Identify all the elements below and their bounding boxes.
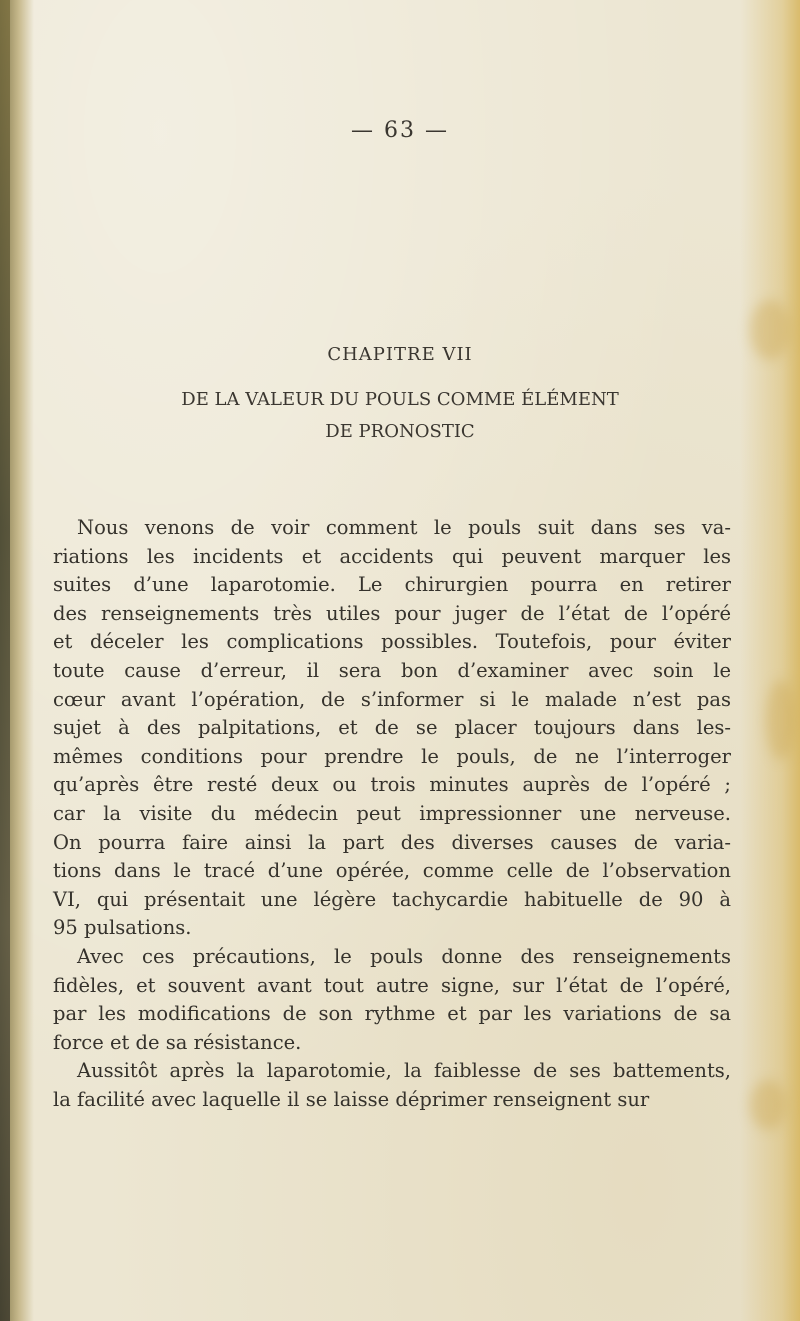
text-line: Nous venons de voir comment le pouls suit dans ses va- xyxy=(77,516,731,539)
chapter-subtitle-line: DE LA VALEUR DU POULS COMME ÉLÉMENT xyxy=(181,389,619,410)
text-line: riations les incidents et accidents qui peuvent marquer les xyxy=(53,544,731,568)
text-line: On pourra faire ainsi la part des diverses causes de varia- xyxy=(53,830,731,854)
chapter-title: CHAPITRE VII xyxy=(327,344,473,365)
text-line: fidèles, et souvent avant tout autre signe, sur l’état de l’opéré, xyxy=(53,973,731,997)
text-line: VI, qui présentait une légère tachycardie habituelle de 90 à xyxy=(53,887,731,911)
text-line: Avec ces précautions, le pouls donne des renseignements xyxy=(77,944,731,968)
text-line: cœur avant l’opération, de s’informer si le malade n’est pas xyxy=(53,687,731,711)
text-line: Aussitôt après la laparotomie, la faiblesse de ses battements, xyxy=(77,1059,731,1083)
body-text xyxy=(53,514,731,1114)
paper-stain xyxy=(766,680,796,760)
paper-stain xyxy=(750,1080,786,1130)
text-line: 95 pulsations. xyxy=(53,916,192,940)
text-line: des renseignements très utiles pour juger de l’état de l’opéré xyxy=(53,601,731,625)
chapter-subtitle-line: DE PRONOSTIC xyxy=(325,421,475,442)
binding-shadow xyxy=(0,0,10,1321)
text-line: qu’après être resté deux ou trois minutes auprès de l’opéré ; xyxy=(53,773,731,797)
text-line: la facilité avec laquelle il se laisse déprimer renseignent sur xyxy=(53,1087,650,1111)
text-line: force et de sa résistance. xyxy=(53,1030,302,1054)
text-line: tions dans le tracé d’une opérée, comme celle de l’observation xyxy=(53,859,731,883)
text-line: et déceler les complications possibles. Toutefois, pour éviter xyxy=(53,630,731,654)
text-line: sujet à des palpitations, et de se placer toujours dans les- xyxy=(53,716,731,740)
text-line: car la visite du médecin peut impressionner une nerveuse. xyxy=(53,801,731,825)
text-line: mêmes conditions pour prendre le pouls, de ne l’interroger xyxy=(53,744,731,768)
text-line: par les modifications de son rythme et par les variations de sa xyxy=(53,1002,731,1026)
text-line: suites d’une laparotomie. Le chirurgien pourra en retirer xyxy=(53,573,731,597)
page-number: — 63 — xyxy=(351,118,449,143)
text-line: toute cause d’erreur, il sera bon d’examiner avec soin le xyxy=(53,658,731,682)
chapter-subtitle xyxy=(0,384,800,448)
